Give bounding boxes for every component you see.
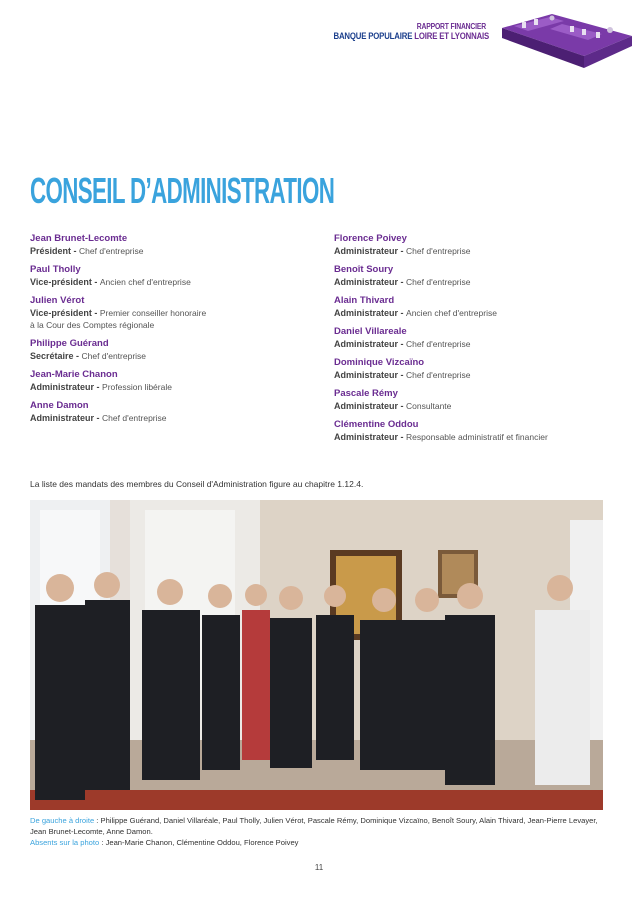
member-entry <box>30 264 330 288</box>
member-name: Julien Vérot <box>30 295 85 306</box>
page-number: 11 <box>314 863 324 872</box>
member-role: Vice-président - <box>30 277 98 287</box>
caption-absent-label: Absents sur la photo <box>30 838 100 847</box>
member-occupation: Chef d'entreprise <box>406 246 471 256</box>
member-entry <box>30 233 330 257</box>
member-entry <box>334 295 634 319</box>
member-occupation: Ancien chef d'entreprise <box>406 308 497 318</box>
member-role: Administrateur - <box>30 382 100 392</box>
member-role: Président - <box>30 246 77 256</box>
member-occupation: Chef d'entreprise <box>79 246 144 256</box>
report-header <box>300 22 490 42</box>
members-right-column <box>334 233 634 450</box>
member-entry <box>334 419 634 443</box>
member-occupation: Premier conseiller honoraire <box>99 308 207 318</box>
member-occupation: Consultante <box>406 401 452 411</box>
member-entry <box>334 388 634 412</box>
3d-board-illustration <box>492 6 634 76</box>
member-name: Paul Tholly <box>30 264 81 275</box>
member-name: Florence Poivey <box>334 233 407 244</box>
bank-name-main: BANQUE POPULAIRE <box>333 31 413 42</box>
report-type: RAPPORT FINANCIER <box>416 22 486 31</box>
member-name: Anne Damon <box>30 400 89 411</box>
member-role: Vice-président - <box>30 308 98 318</box>
member-entry <box>334 326 634 350</box>
member-occupation: Profession libérale <box>102 382 172 392</box>
member-entry <box>334 264 634 288</box>
member-name: Philippe Guérand <box>30 338 109 349</box>
member-occupation: Ancien chef d'entreprise <box>99 277 191 287</box>
member-occupation-continued: à la Cour des Comptes régionale <box>30 320 155 330</box>
member-occupation: Chef d'entreprise <box>406 370 471 380</box>
member-entry <box>30 338 330 362</box>
mandates-note: La liste des mandats des membres du Conseil d'Administration figure au chapitre 1.12.4. <box>30 479 364 489</box>
member-name: Jean-Marie Chanon <box>30 369 118 380</box>
member-name: Pascale Rémy <box>334 388 398 399</box>
member-entry <box>30 295 330 331</box>
member-name: Alain Thivard <box>334 295 395 306</box>
member-occupation: Chef d'entreprise <box>406 339 471 349</box>
member-name: Benoît Soury <box>334 264 394 275</box>
member-role: Administrateur - <box>334 339 404 349</box>
member-occupation: Chef d'entreprise <box>81 351 147 361</box>
member-role: Administrateur - <box>334 277 404 287</box>
member-occupation: Chef d'entreprise <box>406 277 471 287</box>
bank-name <box>333 31 490 42</box>
member-role: Administrateur - <box>30 413 100 423</box>
bank-name-region: LOIRE ET LYONNAIS <box>414 31 490 42</box>
caption-left-to-right-names: : Philippe Guérand, Daniel Villaréale, Paul Tholly, Julien Vérot, Pascale Rémy, Dominique Vizcaïno, Benoît Soury, Alain Thivard, Jean-Pierre Levayer, Jean Brunet-Lecomte, Anne Damon. <box>30 816 598 836</box>
member-role: Secrétaire - <box>30 351 80 361</box>
member-occupation: Responsable administratif et financier <box>406 432 548 442</box>
member-role: Administrateur - <box>334 370 404 380</box>
member-role: Administrateur - <box>334 246 404 256</box>
member-role: Administrateur - <box>334 432 404 442</box>
photo-caption <box>30 815 608 848</box>
caption-left-to-right-label: De gauche à droite <box>30 816 95 825</box>
page-title: CONSEIL D’ADMINISTRATION <box>30 170 335 211</box>
member-occupation: Chef d'entreprise <box>102 413 167 423</box>
board-group-photo <box>30 500 603 810</box>
member-name: Daniel Villareale <box>334 326 407 337</box>
member-entry <box>334 233 634 257</box>
member-name: Jean Brunet-Lecomte <box>30 233 128 244</box>
member-name: Clémentine Oddou <box>334 419 419 430</box>
member-entry <box>30 369 330 393</box>
caption-absent-names: : Jean-Marie Chanon, Clémentine Oddou, Florence Poivey <box>99 838 299 847</box>
member-entry <box>30 400 330 424</box>
member-name: Dominique Vizcaïno <box>334 357 425 368</box>
member-role: Administrateur - <box>334 401 404 411</box>
members-left-column <box>30 233 330 431</box>
member-entry <box>334 357 634 381</box>
member-role: Administrateur - <box>334 308 404 318</box>
